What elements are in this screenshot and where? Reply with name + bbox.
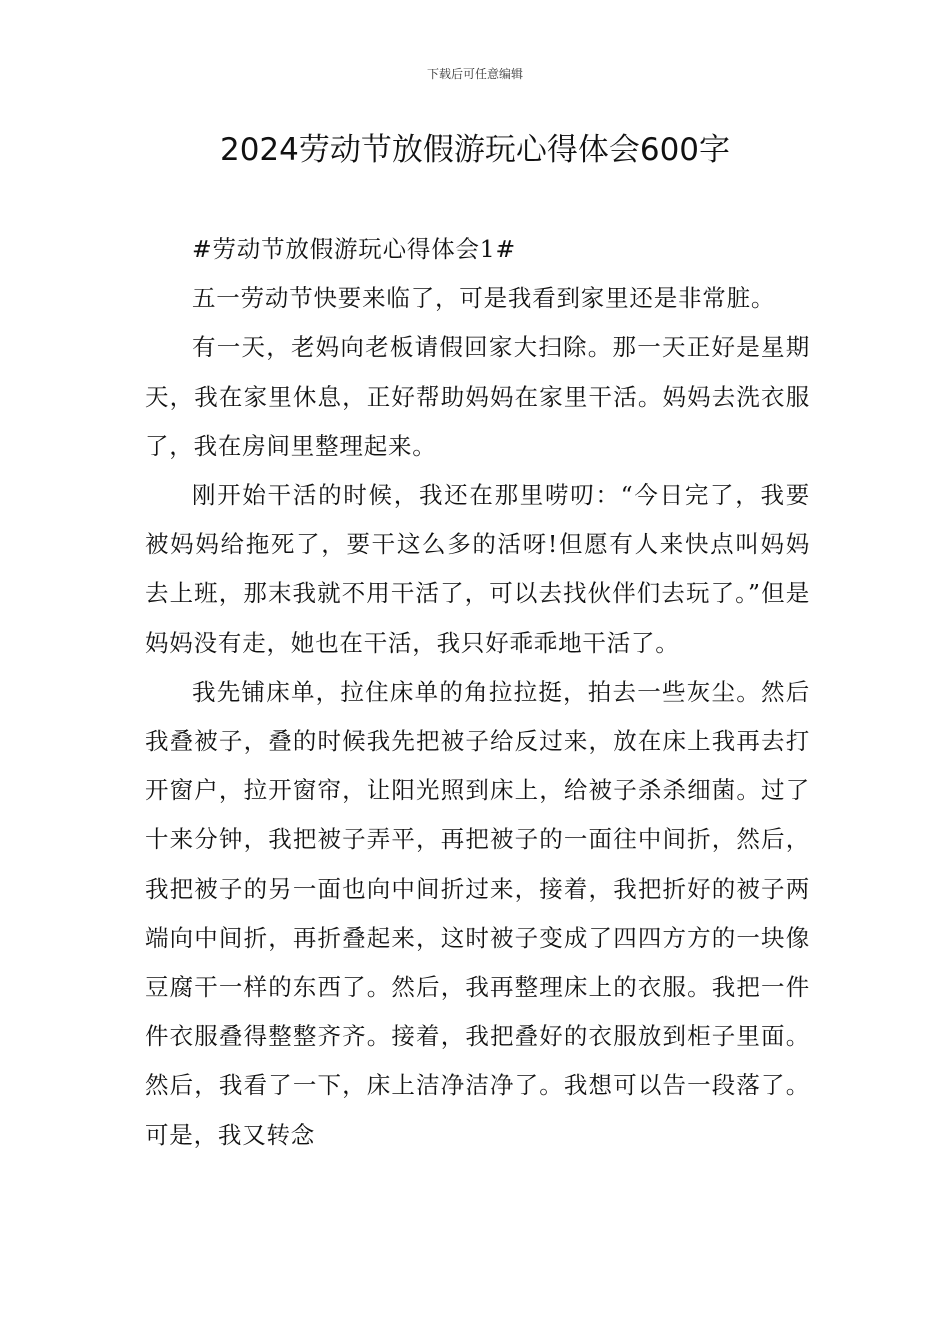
paragraph-1: 五一劳动节快要来临了，可是我看到家里还是非常脏。 <box>192 284 776 313</box>
paragraph-2: 有一天，老妈向老板请假回家大扫除。那一天正好是星期天，我在家里休息，正好帮助妈妈在家里干活。妈妈去洗衣服了，我在房间里整理起来。 <box>145 333 810 460</box>
section-heading: #劳动节放假游玩心得体会1# <box>192 235 517 263</box>
document-body <box>145 225 810 1160</box>
paragraph-4: 我先铺床单，拉住床单的角拉拉挺，拍去一些灰尘。然后我叠被子，叠的时候我先把被子给反过来，放在床上我再去打开窗户，拉开窗帘，让阳光照到床上，给被子杀杀细菌。过了十来分钟，我把被子弄平，再把被子的一面往中间折，然后，我把被子的另一面也向中间折过来，接着，我把折好的被子两端向中间折，再折叠起来，这时被子变成了四四方方的一块像豆腐干一样的东西了。然后，我再整理床上的衣服。我把一件件衣服叠得整整齐齐。接着，我把叠好的衣服放到柜子里面。然后，我看了一下，床上洁净洁净了。我想可以告一段落了。可是，我又转念 <box>145 677 810 1149</box>
header-note: 下载后可任意编辑 <box>426 67 523 81</box>
paragraph-3: 刚开始干活的时候，我还在那里唠叨：“今日完了，我要被妈妈给拖死了，要干这么多的活呀!但愿有人来快点叫妈妈去上班，那末我就不用干活了，可以去找伙伴们去玩了。”但是妈妈没有走，她也在干活，我只好乖乖地干活了。 <box>145 481 810 657</box>
document-title: 2024劳动节放假游玩心得体会600字 <box>219 132 731 168</box>
